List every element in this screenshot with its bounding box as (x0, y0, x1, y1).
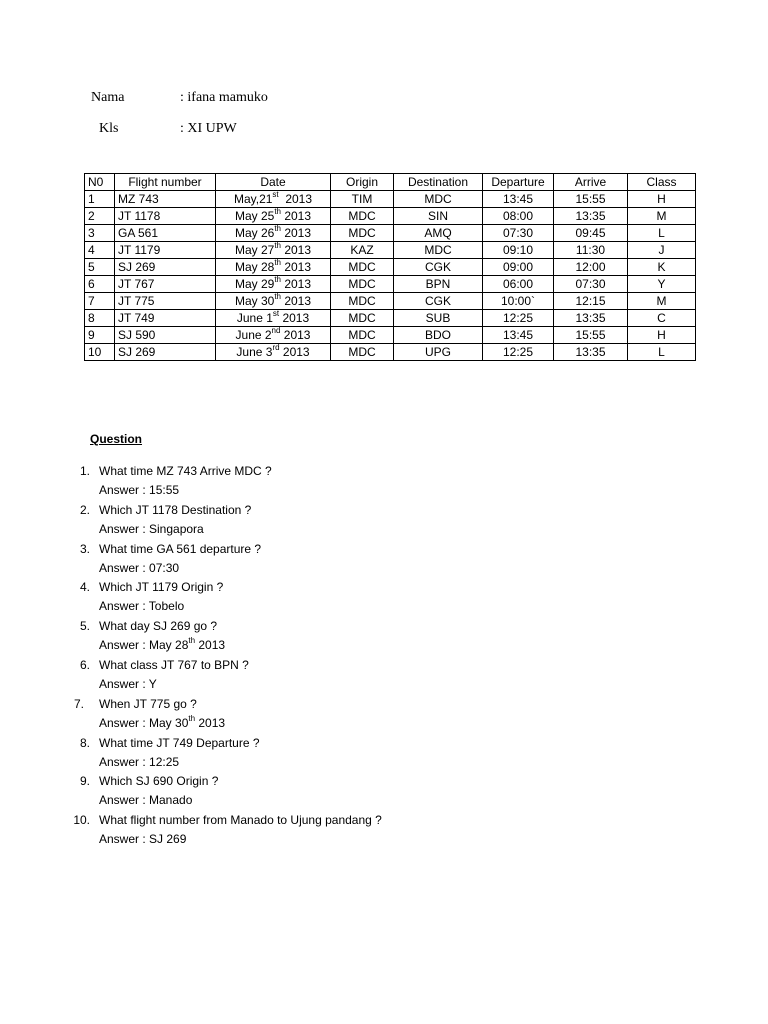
cell-arrive: 13:35 (554, 344, 628, 361)
answer-value: Answer : 07:30 (99, 560, 180, 575)
header-class: Class (628, 174, 696, 191)
date-ordinal: rd (272, 343, 280, 352)
date-year: 2013 (280, 328, 311, 342)
cell-row-number: 6 (85, 276, 115, 293)
header-no: N0 (85, 174, 115, 191)
question-item (60, 578, 720, 617)
answer-text (99, 559, 179, 578)
cell-origin: TIM (331, 191, 394, 208)
cell-arrive: 09:45 (554, 225, 628, 242)
question-text: What flight number from Manado to Ujung pandang ? (99, 813, 382, 828)
question-item (60, 462, 720, 501)
question-number: 3. (79, 541, 90, 556)
date-text: May 28 (234, 260, 275, 274)
table-row (85, 225, 696, 242)
date-year: 2013 (281, 226, 312, 240)
cell-destination: CGK (394, 293, 483, 310)
cell-arrive: 11:30 (554, 242, 628, 259)
question-text: What time JT 749 Departure ? (99, 735, 260, 750)
table-header-row (85, 174, 696, 191)
cell-class: Y (628, 276, 696, 293)
cell-departure: 08:00 (483, 208, 554, 225)
student-name-row (91, 90, 391, 108)
cell-class: M (628, 208, 696, 225)
cell-date (216, 327, 331, 344)
table-row (85, 293, 696, 310)
cell-flight-number: JT 1178 (115, 208, 216, 225)
question-text: What day SJ 269 go ? (99, 619, 218, 634)
answer-value: Answer : Manado (99, 793, 193, 808)
cell-arrive: 12:00 (554, 259, 628, 276)
cell-departure: 10:00` (483, 293, 554, 310)
date-text: May 30 (234, 294, 275, 308)
date-text: May 25 (234, 209, 275, 223)
cell-class: J (628, 242, 696, 259)
table-row (85, 242, 696, 259)
cell-row-number: 2 (85, 208, 115, 225)
cell-destination: BDO (394, 327, 483, 344)
date-year: 2013 (278, 192, 313, 206)
cell-arrive: 15:55 (554, 327, 628, 344)
question-item (60, 540, 720, 579)
answer-ordinal: th (188, 713, 196, 723)
question-item (60, 772, 720, 811)
cell-class: M (628, 293, 696, 310)
cell-class: H (628, 191, 696, 208)
cell-flight-number: JT 749 (115, 310, 216, 327)
answer-year: 2013 (195, 715, 226, 730)
cell-date (216, 191, 331, 208)
table-row (85, 276, 696, 293)
date-text: May 26 (234, 226, 275, 240)
cell-flight-number: JT 775 (115, 293, 216, 310)
answer-text (99, 791, 192, 810)
cell-destination: CGK (394, 259, 483, 276)
cell-departure: 12:25 (483, 344, 554, 361)
cell-origin: MDC (331, 259, 394, 276)
cell-origin: MDC (331, 208, 394, 225)
question-item (60, 501, 720, 540)
header-destination: Destination (394, 174, 483, 191)
cell-date (216, 259, 331, 276)
table-row (85, 327, 696, 344)
cell-arrive: 07:30 (554, 276, 628, 293)
cell-destination: MDC (394, 242, 483, 259)
table-row (85, 259, 696, 276)
answer-text (99, 753, 179, 772)
answer-text (99, 714, 225, 733)
date-text: June 3 (236, 345, 273, 359)
date-year: 2013 (281, 294, 312, 308)
date-year: 2013 (281, 209, 312, 223)
question-text: What class JT 767 to BPN ? (99, 657, 249, 672)
header-date: Date (216, 174, 331, 191)
flight-schedule-table (84, 173, 696, 361)
cell-departure: 12:25 (483, 310, 554, 327)
cell-flight-number: JT 767 (115, 276, 216, 293)
question-number: 2. (79, 502, 90, 517)
question-number: 10. (73, 813, 90, 828)
cell-departure: 13:45 (483, 327, 554, 344)
answer-text (99, 520, 204, 539)
cell-row-number: 1 (85, 191, 115, 208)
table-body (85, 191, 696, 361)
question-item (60, 617, 720, 656)
date-ordinal: th (274, 275, 281, 284)
cell-date (216, 242, 331, 259)
cell-date (216, 344, 331, 361)
date-text: May 27 (234, 243, 275, 257)
cell-departure: 07:30 (483, 225, 554, 242)
cell-destination: SIN (394, 208, 483, 225)
header-flight-number: Flight number (115, 174, 216, 191)
cell-date (216, 293, 331, 310)
cell-origin: KAZ (331, 242, 394, 259)
answer-text (99, 597, 184, 616)
date-year: 2013 (281, 260, 312, 274)
date-year: 2013 (281, 243, 312, 257)
answer-value: Answer : 15:55 (99, 483, 180, 497)
cell-class: K (628, 259, 696, 276)
date-ordinal: th (274, 207, 281, 216)
header-departure: Departure (483, 174, 554, 191)
cell-origin: MDC (331, 225, 394, 242)
cell-destination: UPG (394, 344, 483, 361)
cell-row-number: 8 (85, 310, 115, 327)
cell-origin: MDC (331, 276, 394, 293)
student-class-row (99, 121, 399, 139)
question-text: Which JT 1178 Destination ? (99, 502, 252, 517)
header-arrive: Arrive (554, 174, 628, 191)
answer-year: 2013 (195, 638, 226, 653)
date-text: June 1 (236, 311, 273, 325)
date-ordinal: th (274, 258, 281, 267)
cell-date (216, 276, 331, 293)
question-number: 4. (79, 580, 90, 595)
date-ordinal: th (274, 292, 281, 301)
cell-destination: MDC (394, 191, 483, 208)
cell-row-number: 9 (85, 327, 115, 344)
class-value: : XI UPW (180, 121, 237, 136)
answer-text (99, 481, 179, 500)
date-ordinal: st (272, 309, 280, 318)
table-row (85, 344, 696, 361)
answer-value: Answer : May 28 (99, 638, 189, 653)
answer-text (99, 675, 157, 694)
table-row (85, 208, 696, 225)
date-text: June 2 (235, 328, 272, 342)
answer-value: Answer : May 30 (99, 715, 189, 730)
cell-date (216, 225, 331, 242)
answer-text (99, 636, 225, 655)
cell-flight-number: SJ 269 (115, 259, 216, 276)
cell-flight-number: SJ 590 (115, 327, 216, 344)
cell-class: L (628, 225, 696, 242)
name-label: Nama (91, 90, 125, 105)
cell-destination: BPN (394, 276, 483, 293)
question-text: Which JT 1179 Origin ? (99, 580, 224, 595)
cell-origin: MDC (331, 327, 394, 344)
cell-flight-number: SJ 269 (115, 344, 216, 361)
question-text: What time MZ 743 Arrive MDC ? (99, 464, 272, 478)
cell-flight-number: MZ 743 (115, 191, 216, 208)
cell-arrive: 12:15 (554, 293, 628, 310)
answer-value: Answer : Singapora (99, 521, 204, 536)
cell-departure: 09:00 (483, 259, 554, 276)
question-number: 5. (79, 619, 90, 634)
cell-class: L (628, 344, 696, 361)
question-item (60, 811, 720, 850)
cell-destination: AMQ (394, 225, 483, 242)
date-year: 2013 (279, 311, 310, 325)
table-row (85, 310, 696, 327)
question-number: 1. (79, 464, 90, 478)
cell-destination: SUB (394, 310, 483, 327)
cell-row-number: 3 (85, 225, 115, 242)
cell-row-number: 7 (85, 293, 115, 310)
cell-arrive: 15:55 (554, 191, 628, 208)
question-text: What time GA 561 departure ? (99, 541, 262, 556)
date-year: 2013 (279, 345, 310, 359)
date-text: May 29 (234, 277, 275, 291)
question-item (60, 695, 720, 734)
cell-row-number: 10 (85, 344, 115, 361)
answer-value: Answer : SJ 269 (99, 832, 187, 847)
cell-origin: MDC (331, 293, 394, 310)
cell-origin: MDC (331, 344, 394, 361)
question-text: When JT 775 go ? (99, 696, 197, 711)
cell-arrive: 13:35 (554, 208, 628, 225)
cell-date (216, 310, 331, 327)
cell-row-number: 5 (85, 259, 115, 276)
table-row (85, 191, 696, 208)
cell-flight-number: GA 561 (115, 225, 216, 242)
question-number: 6. (79, 657, 90, 672)
cell-departure: 06:00 (483, 276, 554, 293)
cell-class: C (628, 310, 696, 327)
question-number: 9. (79, 774, 90, 789)
cell-flight-number: JT 1179 (115, 242, 216, 259)
date-ordinal: th (274, 224, 281, 233)
date-ordinal: nd (271, 326, 281, 335)
question-item (60, 656, 720, 695)
answer-text (99, 830, 186, 849)
date-year: 2013 (281, 277, 312, 291)
date-text: May,21 (233, 192, 273, 206)
question-list (60, 462, 720, 850)
cell-departure: 13:45 (483, 191, 554, 208)
class-label: Kls (99, 121, 119, 136)
answer-value: Answer : Y (99, 676, 157, 691)
question-item (60, 734, 720, 773)
date-ordinal: th (274, 241, 281, 250)
date-ordinal: st (272, 190, 279, 199)
cell-date (216, 208, 331, 225)
cell-row-number: 4 (85, 242, 115, 259)
question-text: Which SJ 690 Origin ? (99, 774, 219, 789)
answer-value: Answer : 12:25 (99, 754, 180, 769)
question-number: 7. (73, 696, 84, 711)
cell-origin: MDC (331, 310, 394, 327)
cell-departure: 09:10 (483, 242, 554, 259)
answer-value: Answer : Tobelo (99, 599, 185, 614)
cell-class: H (628, 327, 696, 344)
cell-arrive: 13:35 (554, 310, 628, 327)
answer-ordinal: th (188, 636, 196, 646)
question-heading: Question (90, 432, 143, 446)
question-number: 8. (79, 735, 90, 750)
header-origin: Origin (331, 174, 394, 191)
name-value: : ifana mamuko (180, 90, 268, 105)
